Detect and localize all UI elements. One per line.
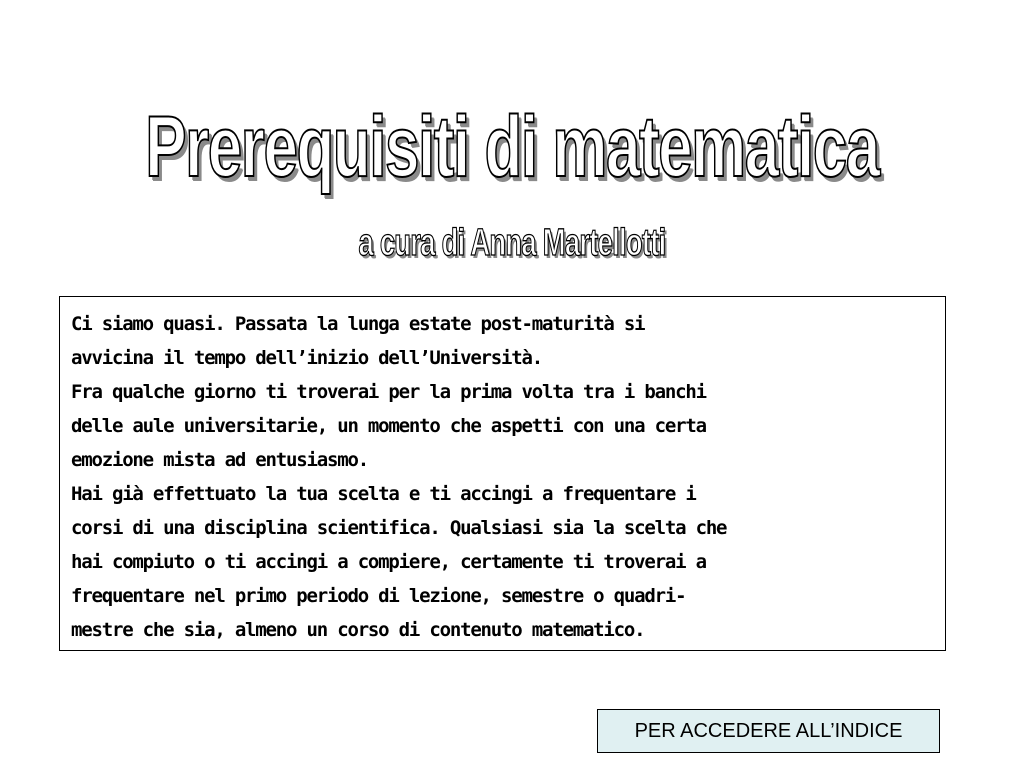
intro-text-box: [59, 296, 946, 651]
page-subtitle: a cura di Anna Martellotti: [358, 222, 666, 264]
intro-paragraph-1: Ci siamo quasi. Passata la lunga estate post-maturità si avvicina il tempo dell’inizio dell’Università.: [71, 313, 645, 369]
intro-paragraph-2: Fra qualche giorno ti troverai per la prima volta tra i banchi delle aule universitarie, un momento che aspetti con una certa emozione mista ad entusiasmo.: [71, 381, 706, 471]
index-button[interactable]: PER ACCEDERE ALL’INDICE: [597, 709, 940, 753]
page-title: Prerequisiti di matematica: [145, 99, 879, 195]
intro-paragraph-3: Hai già effettuato la tua scelta e ti accingi a frequentare i corsi di una disciplina scientifica. Qualsiasi sia la scelta che hai compiuto o ti accingi a compiere, certamente ti troverai a frequentare nel primo periodo di lezione, semestre o quadri- mestre che sia, almeno un corso di contenuto matematico.: [71, 483, 727, 641]
